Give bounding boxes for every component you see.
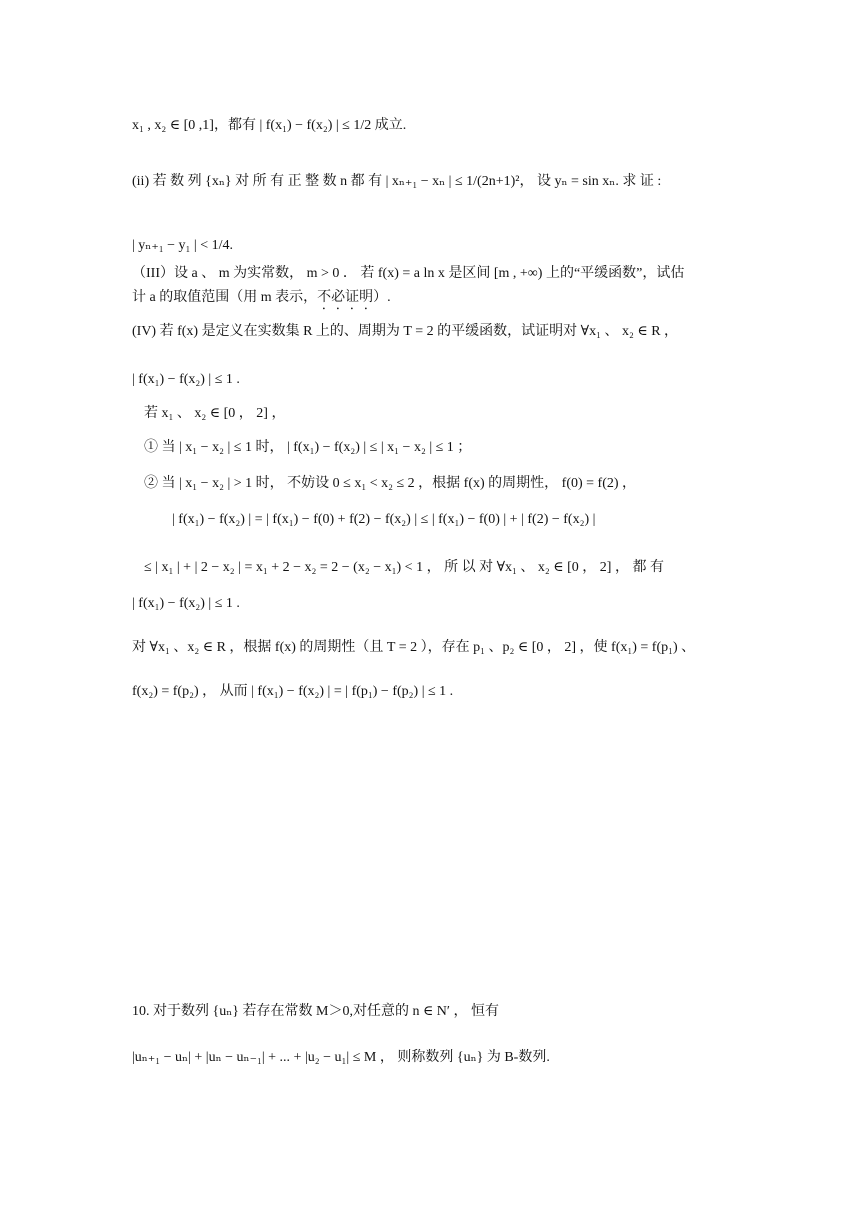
text-line-15: 10. 对于数列 {uₙ} 若存在常数 M＞0,对任意的 n ∈ N′ ， 恒有	[132, 1004, 499, 1019]
text-line-6: | f(x₁) − f(x₂) | ≤ 1 .	[132, 372, 240, 387]
emphasized-text: 不必证明	[317, 290, 374, 305]
text-line-4a: （III）设 a 、 m 为实常数， m > 0 ． 若 f(x) = a ln x 是区间 [m , +∞) 上的“平缓函数”，试估	[132, 266, 685, 281]
text-line-5: (IV) 若 f(x) 是定义在实数集 R 上的、周期为 T = 2 的平缓函数，试证明对 ∀x₁ 、 x₂ ∈ R ，	[132, 324, 679, 339]
text-line-13: 对 ∀x₁ 、x₂ ∈ R ，根据 f(x) 的周期性（且 T = 2 ），存在 p₁ 、p₂ ∈ [0 ， 2] ，使 f(x₁) = f(p₁) 、	[132, 640, 696, 655]
text-line-2: (ii) 若 数 列 {xₙ} 对 所 有 正 整 数 n 都 有 | xₙ₊₁ − xₙ | ≤ 1/(2n+1)²， 设 yₙ = sin xₙ. 求 证 :	[132, 174, 662, 189]
text-line-1: x₁ , x₂ ∈ [0 ,1]，都有 | f(x₁) − f(x₂) | ≤ 1/2 成立.	[132, 118, 407, 133]
text-line-4b: 计 a 的取值范围（用 m 表示，不必证明）.	[0, 288, 860, 313]
text-line-3: | yₙ₊₁ − y₁ | < 1/4.	[132, 238, 233, 253]
text-line-9: ② 当 | x₁ − x₂ | > 1 时， 不妨设 0 ≤ x₁ < x₂ ≤ 2 ，根据 f(x) 的周期性， f(0) = f(2) ，	[144, 476, 637, 491]
text-line-7: 若 x₁ 、 x₂ ∈ [0 ， 2] ，	[144, 406, 286, 421]
text-line-10: | f(x₁) − f(x₂) | = | f(x₁) − f(0) + f(2) − f(x₂) | ≤ | f(x₁) − f(0) | + | f(2) − f(x₂) |	[172, 512, 596, 527]
text-line-14: f(x₂) = f(p₂) ， 从而 | f(x₁) − f(x₂) | = | f(p₁) − f(p₂) | ≤ 1 .	[132, 684, 454, 699]
text-line-8: ① 当 | x₁ − x₂ | ≤ 1 时， | f(x₁) − f(x₂) | ≤ | x₁ − x₂ | ≤ 1 ；	[144, 440, 472, 455]
text-line-16: |uₙ₊₁ − uₙ| + |uₙ − uₙ₋₁| + ... + |u₂ − u₁| ≤ M ， 则称数列 {uₙ} 为 B-数列.	[132, 1050, 550, 1065]
text-line-11: ≤ | x₁ | + | 2 − x₂ | = x₁ + 2 − x₂ = 2 − (x₂ − x₁) < 1 ， 所 以 对 ∀x₁ 、 x₂ ∈ [0 ， 2] ， 都 有	[144, 560, 664, 575]
text-line-12: | f(x₁) − f(x₂) | ≤ 1 .	[132, 596, 240, 611]
